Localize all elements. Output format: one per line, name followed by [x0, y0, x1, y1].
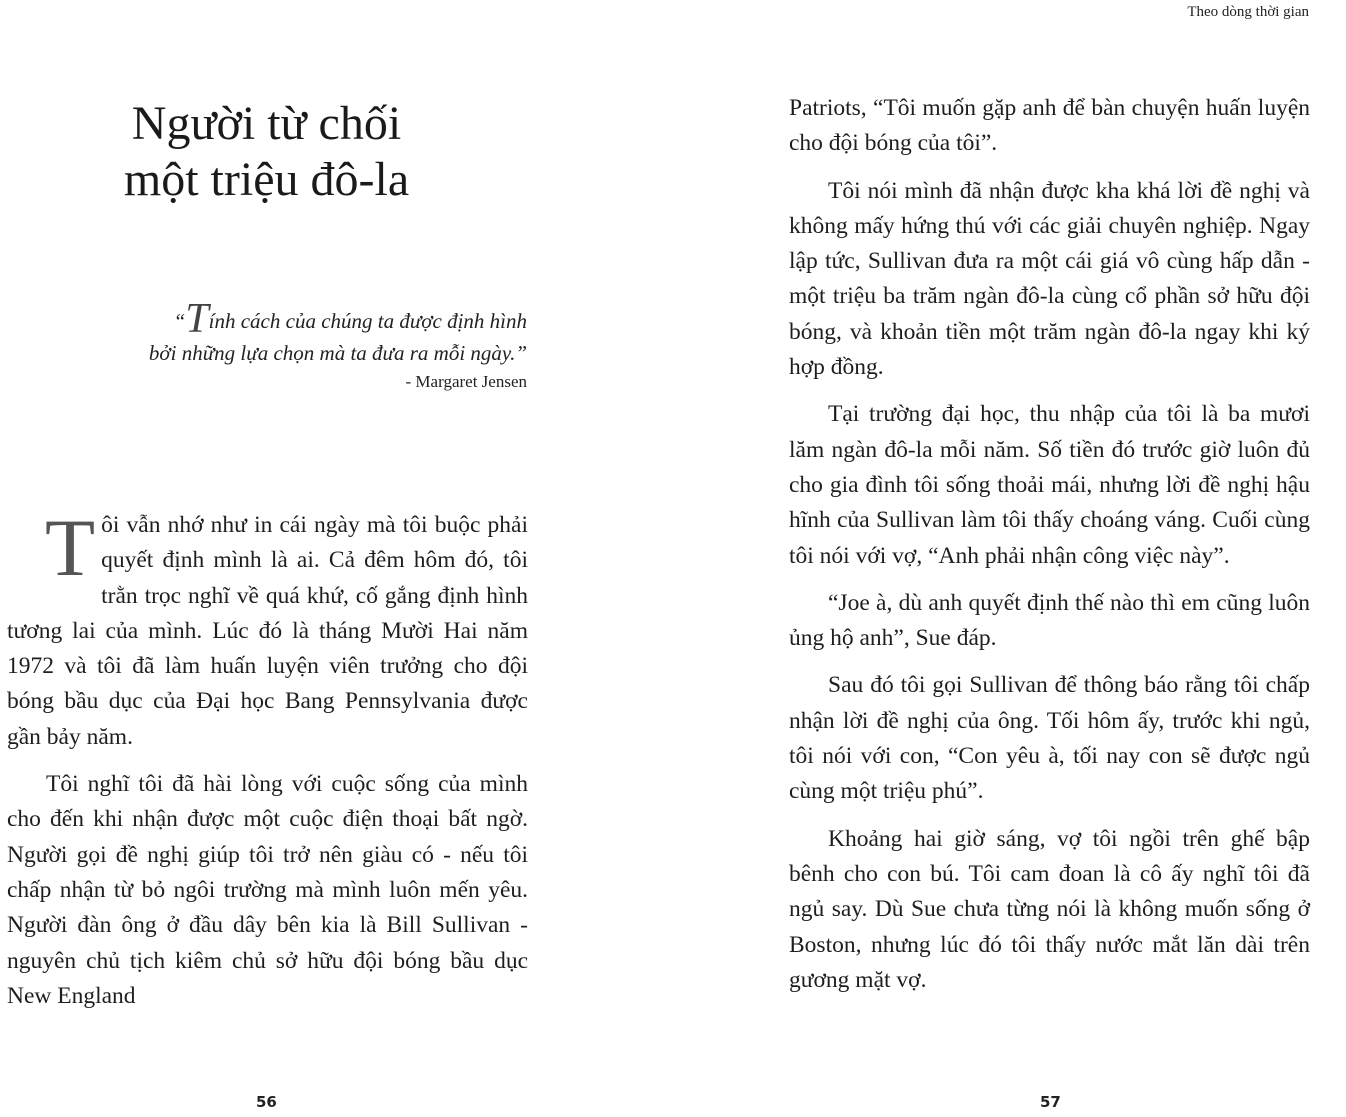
epigraph-open-quote: “ [173, 309, 186, 333]
running-header: Theo dòng thời gian [1187, 4, 1309, 20]
left-body-text [7, 502, 528, 1026]
paragraph: “Joe à, dù anh quyết định thế nào thì em cũng luôn ủng hộ anh”, Sue đáp. [789, 589, 1310, 652]
paragraph: Khoảng hai giờ sáng, vợ tôi ngồi trên ghế bập bênh cho con bú. Tôi cam đoan là cô ấy nghĩ tôi đã ngủ say. Dù Sue chưa từng nói là không muốn sống ở Boston, nhưng lúc đó tôi thấy nước mắt lăn dài trên gương mặt vợ. [789, 825, 1310, 993]
paragraph [7, 502, 528, 755]
epigraph-initial: T [185, 296, 209, 342]
chapter-title-line2: một triệu đô-la [123, 153, 410, 206]
chapter-title [60, 96, 473, 208]
right-page [673, 0, 1346, 1117]
chapter-title-line1: Người từ chối [131, 97, 402, 150]
epigraph-line1: ính cách của chúng ta được định hình [208, 309, 527, 333]
paragraph: Tôi nghĩ tôi đã hài lòng với cuộc sống của mình cho đến khi nhận được một cuộc điện thoại bất ngờ. Người gọi đề nghị giúp tôi trở nên giàu có - nếu tôi chấp nhận từ bỏ ngôi trường mà mình luôn mến yêu. Người đàn ông ở đầu dây bên kia là Bill Sullivan - nguyên chủ tịch kiêm chủ sở hữu đội bóng bầu dục New England [7, 771, 528, 1009]
epigraph-quote [80, 296, 527, 369]
paragraph: Tôi nói mình đã nhận được kha khá lời đề nghị và không mấy hứng thú với các giải chuyên nghiệp. Ngay lập tức, Sullivan đưa ra một cái giá vô cùng hấp dẫn - một triệu ba trăm ngàn đô-la cùng cổ phần sở hữu đội bóng, và khoản tiền một trăm ngàn đô-la ngay khi ký hợp đồng. [789, 177, 1310, 381]
epigraph [80, 296, 527, 393]
right-body-text [789, 91, 1310, 1010]
paragraph-text: ôi vẫn nhớ như in cái ngày mà tôi buộc phải quyết định mình là ai. Cả đêm hôm đó, tôi trằn trọc nghĩ về quá khứ, cố gắng định hình tương lai của mình. Lúc đó là tháng Mười Hai năm 1972 và tôi đã làm huấn luyện viên trưởng cho đội bóng bầu dục của Đại học Bang Pennsylvania được gần bảy năm. [7, 512, 528, 750]
epigraph-author: - Margaret Jensen [405, 372, 527, 391]
page-number: 57 [1040, 1093, 1061, 1111]
paragraph: Patriots, “Tôi muốn gặp anh để bàn chuyện huấn luyện cho đội bóng của tôi”. [789, 95, 1310, 157]
drop-cap: T [45, 502, 96, 593]
paragraph: Tại trường đại học, thu nhập của tôi là ba mươi lăm ngàn đô-la mỗi năm. Số tiền đó trước giờ luôn đủ cho gia đình tôi sống thoải mái, nhưng lời đề nghị hậu hĩnh của Sullivan làm tôi thấy choáng váng. Cuối cùng tôi nói với vợ, “Anh phải nhận công việc này”. [789, 401, 1310, 569]
epigraph-line2: bởi những lựa chọn mà ta đưa ra mỗi ngày.” [148, 341, 527, 365]
page-number: 56 [256, 1093, 277, 1111]
paragraph: Sau đó tôi gọi Sullivan để thông báo rằng tôi chấp nhận lời đề nghị của ông. Tối hôm ấy, trước khi ngủ, tôi nói với con, “Con yêu à, tối nay con sẽ được ngủ cùng một triệu phú”. [789, 672, 1310, 805]
